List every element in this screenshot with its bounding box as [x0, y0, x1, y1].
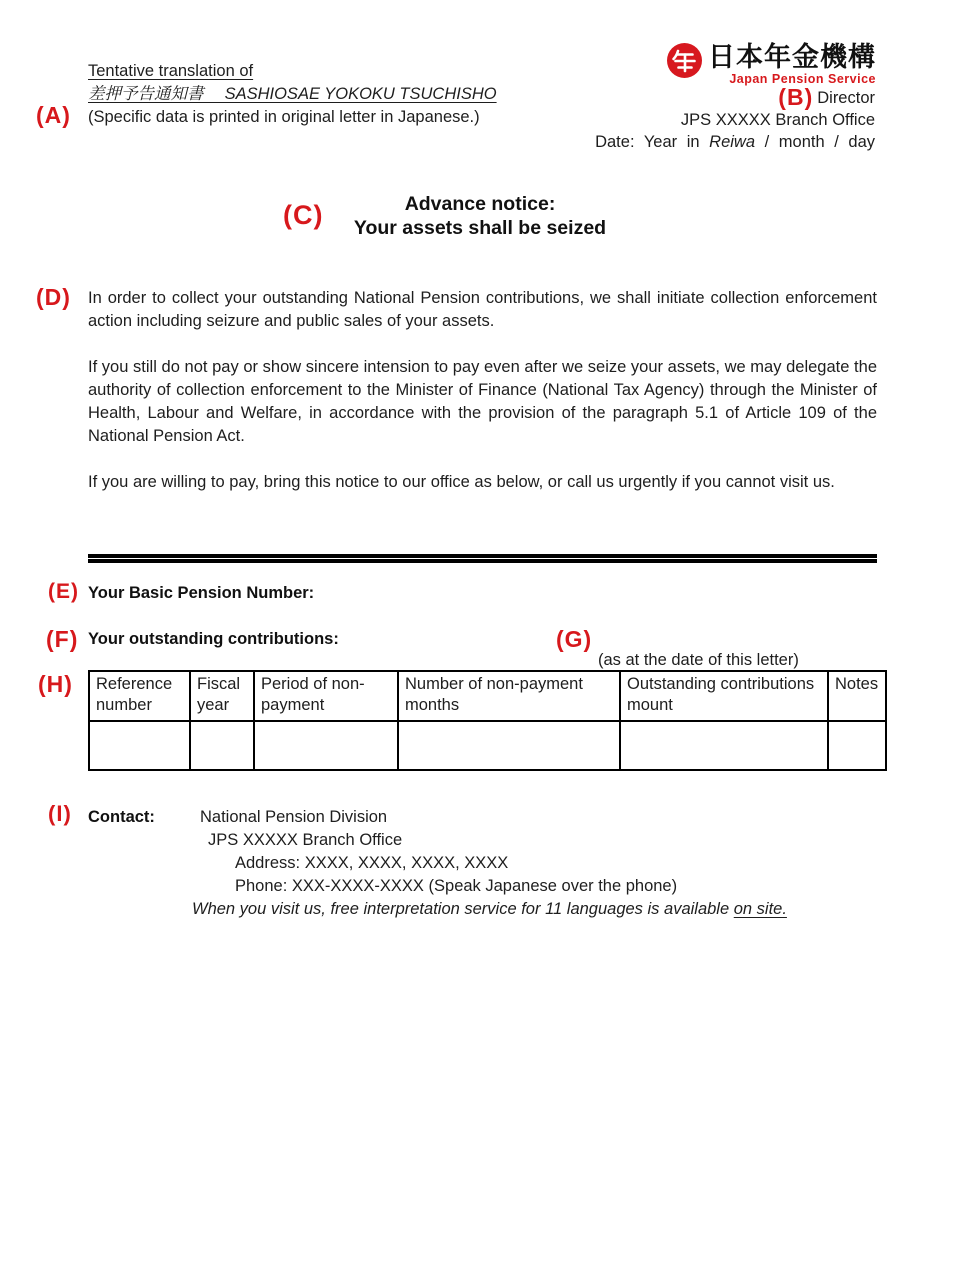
notice-title-line1: Advance notice: — [404, 193, 556, 215]
label-d: (D) — [36, 284, 71, 310]
contributions-table — [88, 670, 887, 771]
translation-title: Tentative translation of — [88, 62, 254, 80]
label-f: (F) — [46, 626, 79, 652]
col-outstanding-contributions: Outstanding contributions mount — [620, 671, 828, 721]
as-at-date-note: (as at the date of this letter) — [598, 651, 799, 669]
contact-block — [88, 806, 787, 921]
notice-body — [88, 287, 877, 517]
label-g: (G) — [556, 626, 593, 652]
cell-number-of-non-payment-months — [398, 721, 620, 770]
label-i: (I) — [48, 801, 72, 826]
body-paragraph-1: In order to collect your outstanding National Pension contributions, we shall initiate collection enforcement action including seizure and public sales of your assets. — [88, 289, 877, 330]
cell-outstanding-contributions — [620, 721, 828, 770]
label-h: (H) — [38, 671, 73, 697]
cell-notes — [828, 721, 886, 770]
label-c: (C) — [283, 200, 324, 230]
label-e: (E) — [48, 580, 79, 603]
interpretation-note-onsite: on site. — [733, 900, 787, 918]
body-paragraph-2: If you still do not pay or show sincere intension to pay even after we seize your assets, we may delegate the authority of collection enforcement to the Minister of Finance (National Tax Agency) through the Minister of Health, Labour and Welfare, in accordance with the provision of the paragraph 5.1 of Article 109 of the National Pension Act. — [88, 358, 877, 445]
sender-block — [595, 86, 875, 153]
col-period-of-non-payment: Period of non-payment — [254, 671, 398, 721]
original-document-title: 差押予告通知書 SASHIOSAE YOKOKU TSUCHISHO — [88, 85, 497, 103]
date-era: Reiwa — [709, 133, 756, 151]
date-suffix: / month / day — [755, 133, 875, 151]
sender-office: JPS XXXXX Branch Office — [680, 111, 875, 129]
jps-logo — [666, 42, 876, 86]
col-number-of-non-payment-months: Number of non-payment months — [398, 671, 620, 721]
translation-header — [88, 60, 497, 129]
section-divider — [88, 554, 877, 563]
table-row — [89, 721, 886, 770]
cell-period-of-non-payment — [254, 721, 398, 770]
col-reference-number: Reference number — [89, 671, 190, 721]
sender-director-line — [595, 86, 875, 109]
outstanding-contributions-label: Your outstanding contributions: — [88, 630, 339, 648]
translation-note: (Specific data is printed in original letter in Japanese.) — [88, 108, 480, 126]
contact-address: Address: XXXX, XXXX, XXXX, XXXX — [235, 854, 509, 872]
cell-fiscal-year — [190, 721, 254, 770]
contact-office: JPS XXXXX Branch Office — [208, 831, 403, 849]
date-prefix: Date: Year in — [595, 133, 710, 151]
label-b: (B) — [778, 84, 814, 110]
label-a: (A) — [36, 102, 71, 128]
body-paragraph-3: If you are willing to pay, bring this notice to our office as below, or call us urgently if you cannot visit us. — [88, 473, 835, 491]
logo-english-name: Japan Pension Service — [729, 72, 876, 86]
cell-reference-number — [89, 721, 190, 770]
interpretation-note-main: When you visit us, free interpretation service for 11 languages is available — [192, 900, 734, 918]
date-line — [595, 131, 875, 153]
notice-title — [0, 193, 960, 240]
notice-title-line2: Your assets shall be seized — [353, 216, 607, 239]
logo-japanese-name: 日本年金機構 — [708, 42, 876, 72]
jps-emblem-icon — [666, 42, 703, 84]
col-fiscal-year: Fiscal year — [190, 671, 254, 721]
table-header-row — [89, 671, 886, 721]
basic-pension-number-label: Your Basic Pension Number: — [88, 584, 315, 602]
contact-division: National Pension Division — [200, 808, 388, 826]
interpretation-note — [88, 898, 787, 921]
col-notes: Notes — [828, 671, 886, 721]
contact-phone: Phone: XXX-XXXX-XXXX (Speak Japanese over the phone) — [235, 877, 678, 895]
director-title: Director — [817, 89, 875, 107]
contact-heading: Contact: — [88, 808, 155, 826]
